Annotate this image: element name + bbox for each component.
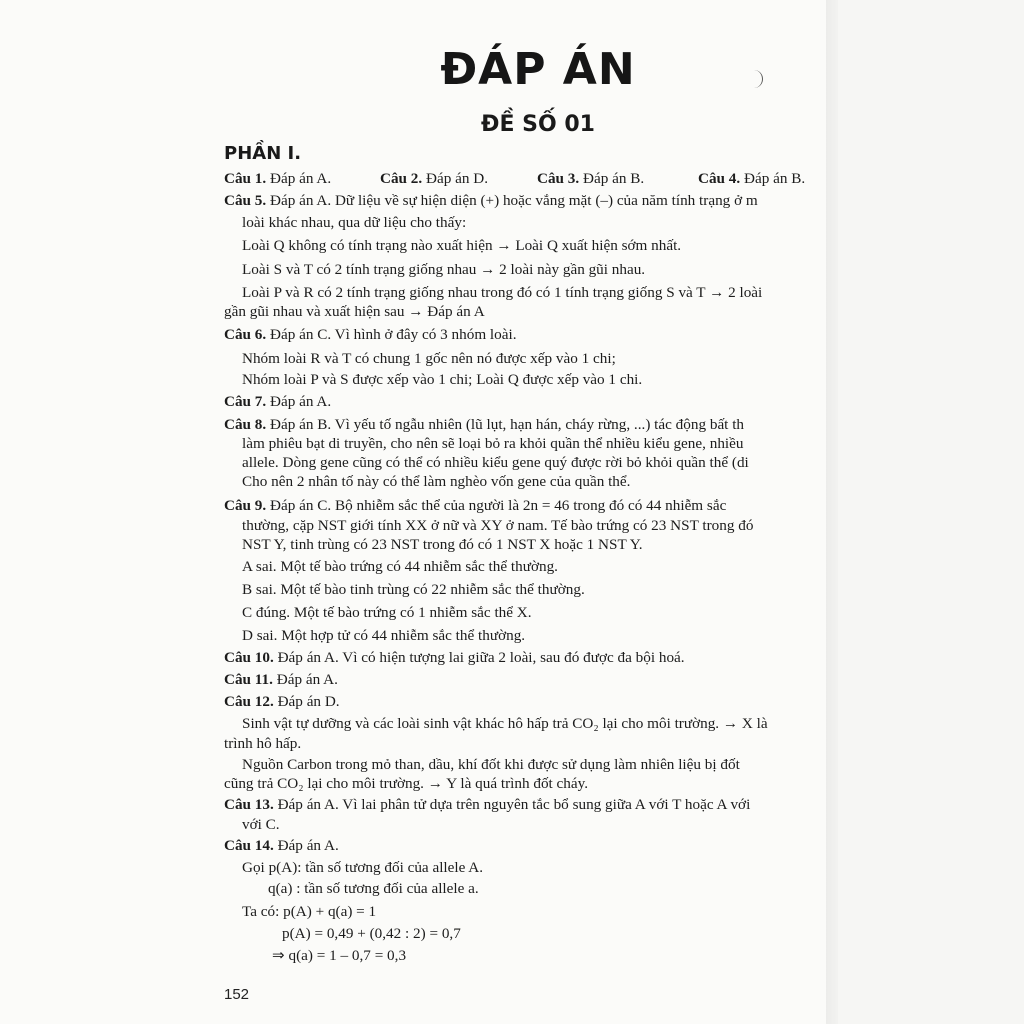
line-text: cũng trả CO₂ lại cho môi trường. → Y là quá trình đốt cháy. [224,775,589,792]
line-text: ⇒ q(a) = 1 – 0,7 = 0,3 [272,947,407,964]
text-line [224,302,485,322]
question-line [224,325,517,345]
answer-2 [380,169,488,189]
exam-subtitle: ĐỀ SỐ 01 [481,112,595,137]
line-text: q(a) : tần số tương đối của allele a. [268,880,479,897]
question-line [224,415,744,435]
text-line [242,626,525,646]
question-label: Câu 10. [224,649,274,666]
line-text: Đáp án A. [273,837,339,854]
line-text: Đáp án A. [272,671,338,688]
text-line [242,213,466,233]
answer-text: Đáp án D. [422,170,488,187]
text-line [242,472,630,492]
answer-row-1 [0,169,838,189]
question-label: Câu 3. [537,170,580,187]
text-line [242,260,645,280]
question-label: Câu 8. [224,416,267,433]
line-text: trình hô hấp. [224,735,302,752]
question-label: Câu 4. [698,170,741,187]
line-text: Đáp án A. Dữ liệu về sự hiện diện (+) hoặc vắng mặt (–) của năm tính trạng ở m [266,192,758,209]
question-label: Câu 13. [224,796,274,813]
line-text: Đáp án D. [273,693,340,710]
line-text: Nhóm loài P và S được xếp vào 1 chi; Loài Q được xếp vào 1 chi. [242,371,643,388]
question-label: Câu 5. [224,192,267,209]
answer-1 [224,169,331,189]
text-line [242,370,642,390]
answer-text: Đáp án B. [579,170,645,187]
text-line [242,714,768,734]
line-text: Ta có: p(A) + q(a) = 1 [242,903,377,920]
question-label: Câu 6. [224,326,267,343]
text-line [242,535,643,555]
scan-margin [838,0,1024,1024]
text-line [242,603,532,623]
line-text: B sai. Một tế bào tinh trùng có 22 nhiễm sắc thể thường. [242,581,585,598]
line-text: với C. [242,816,280,833]
text-line [242,349,616,369]
question-label: Câu 14. [224,837,274,854]
line-text: gần gũi nhau và xuất hiện sau → Đáp án A [224,303,485,320]
line-text: p(A) = 0,49 + (0,42 : 2) = 0,7 [282,925,461,942]
text-line [242,815,280,835]
question-label: Câu 12. [224,693,274,710]
question-label: Câu 1. [224,170,267,187]
part-heading: PHẦN I. [224,143,302,164]
text-line [242,858,483,878]
question-line [224,648,685,668]
text-line [272,946,406,966]
line-text: Đáp án A. Vì có hiện tượng lai giữa 2 loài, sau đó được đa bội hoá. [273,649,685,666]
answer-text: Đáp án A. [266,170,332,187]
line-text: Đáp án B. Vì yếu tố ngẫu nhiên (lũ lụt, hạn hán, cháy rừng, ...) tác động bất th [266,416,745,433]
text-line [242,557,558,577]
line-text: loài khác nhau, qua dữ liệu cho thấy: [242,214,467,231]
page-title: ĐÁP ÁN [440,44,636,95]
line-text: A sai. Một tế bào trứng có 44 nhiễm sắc thể thường. [242,558,558,575]
line-text: D sai. Một hợp tử có 44 nhiễm sắc thể thường. [242,627,526,644]
question-label: Câu 2. [380,170,423,187]
question-label: Câu 7. [224,393,267,410]
text-line [282,924,461,944]
line-text: allele. Dòng gene cũng có thể có nhiều kiểu gene quý được rời bỏ khỏi quần thể (di [242,454,749,471]
text-line [242,434,743,454]
line-text: NST Y, tinh trùng có 23 NST trong đó có 1 NST X hoặc 1 NST Y. [242,536,643,553]
line-text: Sinh vật tự dưỡng và các loài sinh vật khác hô hấp trả CO₂ lại cho môi trường. → X là [242,715,768,732]
text-line [242,283,762,303]
text-line [224,774,588,794]
question-label: Câu 11. [224,671,273,688]
question-line [224,692,340,712]
question-line [224,795,750,815]
line-text: Đáp án A. [266,393,332,410]
line-text: Loài P và R có 2 tính trạng giống nhau trong đó có 1 tính trạng giống S và T → 2 loài [242,284,763,301]
question-line [224,392,331,412]
line-text: làm phiêu bạt di truyền, cho nên sẽ loại bỏ ra khỏi quần thể nhiều kiểu gene, nhiều [242,435,744,452]
line-text: Gọi p(A): tần số tương đối của allele A. [242,859,484,876]
question-line [224,670,338,690]
text-line [242,236,681,256]
answer-4 [698,169,805,189]
question-line [224,836,339,856]
question-line [224,496,726,516]
line-text: Loài Q không có tính trạng nào xuất hiện → Loài Q xuất hiện sớm nhất. [242,237,682,254]
line-text: Đáp án C. Bộ nhiễm sắc thể của người là 2n = 46 trong đó có 44 nhiễm sắc [266,497,727,514]
text-line [242,755,740,775]
text-line [242,516,753,536]
text-line [268,879,479,899]
line-text: C đúng. Một tế bào trứng có 1 nhiễm sắc thể X. [242,604,532,621]
line-text: thường, cặp NST giới tính XX ở nữ và XY ở nam. Tế bào trứng có 23 NST trong đó [242,517,754,534]
line-text: Đáp án A. Vì lai phân tử dựa trên nguyên tắc bổ sung giữa A với T hoặc A với [273,796,751,813]
answer-text: Đáp án B. [740,170,806,187]
text-line [242,580,585,600]
page-edge-shadow [826,0,838,1024]
question-line [224,191,758,211]
line-text: Nguồn Carbon trong mỏ than, dầu, khí đốt khi được sử dụng làm nhiên liệu bị đốt [242,756,740,773]
text-line [242,453,749,473]
answer-3 [537,169,644,189]
line-text: Đáp án C. Vì hình ở đây có 3 nhóm loài. [266,326,517,343]
text-line [224,734,301,754]
text-line [242,902,376,922]
line-text: Cho nên 2 nhân tố này có thể làm nghèo vốn gene của quần thể. [242,473,631,490]
line-text: Loài S và T có 2 tính trạng giống nhau → 2 loài này gần gũi nhau. [242,261,646,278]
line-text: Nhóm loài R và T có chung 1 gốc nên nó được xếp vào 1 chi; [242,350,616,367]
page-number: 152 [224,986,250,1003]
question-label: Câu 9. [224,497,267,514]
